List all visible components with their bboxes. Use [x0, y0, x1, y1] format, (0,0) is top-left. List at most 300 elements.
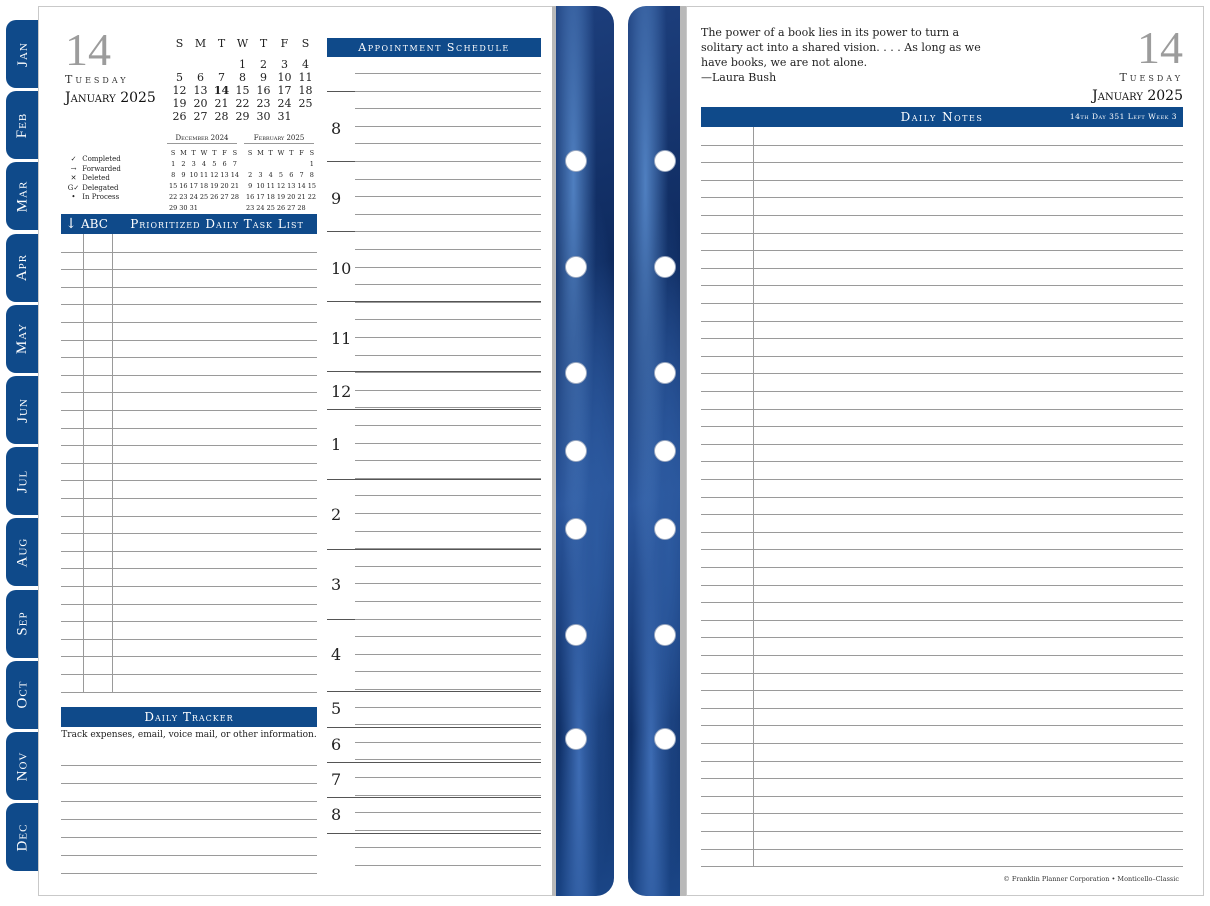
ruled-line: [701, 268, 1183, 269]
punch-hole: [565, 518, 587, 540]
mini_prev-day: 23: [179, 192, 188, 201]
calendar-weekday-header: S: [301, 37, 310, 50]
mini_next-day: 26: [276, 203, 286, 212]
punch-hole: [654, 440, 676, 462]
ruled-line: [701, 866, 1183, 867]
ruled-line: [701, 180, 1183, 181]
half-hour-line: [355, 830, 541, 831]
mini_prev-day: 11: [199, 170, 209, 179]
left-page: [38, 6, 556, 896]
ruled-line: [701, 637, 1183, 638]
right-day-number: 14: [1137, 22, 1183, 73]
calendar-day: 22: [235, 97, 250, 110]
half-hour-line: [355, 407, 541, 408]
left-month-year: January 2025: [65, 90, 156, 106]
calendar-day: 16: [256, 84, 271, 97]
month-tab-jan[interactable]: [6, 20, 40, 88]
hour-label: 11: [331, 329, 352, 348]
ruled-line: [61, 551, 317, 552]
right-month-year: January 2025: [1092, 88, 1183, 104]
hour-separator: [327, 691, 541, 692]
punch-hole: [565, 624, 587, 646]
month-tab-label: May: [14, 323, 31, 355]
mini_prev-day: 9: [181, 170, 186, 179]
half-hour-line: [355, 443, 541, 444]
ruled-line: [701, 215, 1183, 216]
mini_prev-day: 15: [169, 181, 178, 190]
mini_prev-day: 8: [171, 170, 176, 179]
hour-label: 10: [331, 259, 352, 278]
month-tab-feb[interactable]: [6, 91, 40, 159]
quote-author: —Laura Bush: [701, 71, 777, 84]
calendar-day: 10: [277, 71, 292, 84]
half-hour-line: [355, 812, 541, 813]
ruled-line: [701, 690, 1183, 691]
ruled-line: [61, 392, 317, 393]
mini_prev-day: 24: [189, 192, 198, 201]
half-hour-line: [355, 671, 541, 672]
ruled-line: [701, 585, 1183, 586]
calendar-day: 1: [239, 58, 246, 71]
ruled-line: [61, 783, 317, 784]
calendar-day: 4: [302, 58, 309, 71]
month-tab-label: Sep: [14, 611, 31, 636]
ruled-line: [61, 252, 317, 253]
mini_prev-day: 29: [169, 203, 178, 212]
half-hour-line: [355, 601, 541, 602]
ruled-line: [701, 831, 1183, 832]
mini_prev-day: 1: [171, 159, 176, 168]
appointment-header: [327, 38, 541, 57]
ruled-line: [61, 639, 317, 640]
calendar-weekday-header: M: [194, 37, 207, 50]
daily-notes-lines[interactable]: [701, 127, 1183, 869]
mini_next-day: 22: [307, 192, 316, 201]
mini_next-day: 7: [299, 170, 304, 179]
calendar-day: 30: [256, 110, 271, 123]
half-hour-line: [355, 478, 541, 479]
mini-calendar-title: December 2024: [167, 134, 237, 144]
hour-separator: [327, 762, 541, 763]
mini_prev-weekday-header: S: [170, 148, 176, 157]
ruled-line: [61, 873, 317, 874]
hour-label: 12: [331, 382, 352, 401]
mini_next-day: 5: [278, 170, 284, 179]
ruled-line: [61, 428, 317, 429]
month-tab-label: Feb: [14, 112, 31, 138]
ruled-line: [61, 340, 317, 341]
ruled-line: [701, 532, 1183, 533]
hour-label: 7: [331, 770, 342, 789]
mini_next-day: 1: [309, 159, 314, 168]
punch-hole: [565, 150, 587, 172]
ruled-line: [61, 480, 317, 481]
month-tab-jun[interactable]: [6, 376, 40, 444]
mini_prev-day: 16: [179, 181, 188, 190]
ruled-line: [701, 655, 1183, 656]
half-hour-line: [355, 865, 541, 866]
mini_prev-day: 19: [210, 181, 219, 190]
ruled-line: [701, 549, 1183, 550]
half-hour-line: [355, 372, 541, 373]
half-hour-line: [355, 231, 541, 232]
calendar-day: 17: [277, 84, 292, 97]
half-hour-line: [355, 143, 541, 144]
ruled-line: [61, 819, 317, 820]
mini_next-day: 11: [266, 181, 275, 190]
ruled-line: [701, 479, 1183, 480]
ruled-line: [701, 497, 1183, 498]
appointment-title: Appointment Schedule: [358, 41, 510, 54]
calendar-day: 15: [235, 84, 250, 97]
calendar-day: [295, 110, 316, 123]
legend-item: [67, 174, 121, 184]
ruled-line: [701, 145, 1183, 146]
mini_next-day: 20: [287, 192, 296, 201]
calendar-day: 21: [214, 97, 229, 110]
hour-label: 3: [331, 575, 342, 594]
legend-symbol-icon: ✓: [70, 155, 77, 163]
ruled-line: [61, 498, 317, 499]
ruled-line: [701, 303, 1183, 304]
month-tab-jul[interactable]: [6, 447, 40, 515]
half-hour-line: [355, 126, 541, 127]
month-tab-apr[interactable]: [6, 234, 40, 302]
legend-symbol-icon: •: [71, 193, 76, 202]
half-hour-line: [355, 742, 541, 743]
mini_next-day: 23: [246, 203, 255, 212]
half-hour-line: [355, 196, 541, 197]
half-hour-line: [355, 73, 541, 74]
hour-label: 6: [331, 735, 342, 754]
hour-separator: [327, 727, 541, 728]
mini_prev-day: 6: [222, 159, 227, 168]
calendar-day: [190, 58, 211, 71]
mini_prev-day: 27: [220, 192, 229, 201]
hour-label: 9: [331, 189, 342, 208]
mini_prev-day: 10: [189, 170, 198, 179]
mini_next-day: [277, 159, 285, 168]
calendar-weekday-header: T: [217, 37, 226, 50]
calendar-day: 25: [298, 97, 313, 110]
ruled-line: [701, 197, 1183, 198]
left-day-number: 14: [65, 24, 111, 75]
month-tab-sep[interactable]: [6, 590, 40, 658]
mini_prev-day: 18: [199, 181, 209, 190]
hour-separator: [327, 479, 541, 480]
mini_prev-weekday-header: F: [222, 148, 227, 157]
half-hour-line: [355, 214, 541, 215]
calendar-day: 20: [193, 97, 208, 110]
hour-label: 8: [331, 805, 342, 824]
mini_prev-day: 26: [210, 192, 219, 201]
mini_prev-weekday-header: T: [212, 148, 217, 157]
legend-label: Delegated: [80, 183, 119, 192]
ruled-line: [61, 855, 317, 856]
ruled-line: [701, 813, 1183, 814]
mini_next-day: [256, 159, 264, 168]
month-tab-mar[interactable]: [6, 162, 40, 230]
mini_next-day: 4: [268, 170, 273, 179]
ruled-line: [701, 233, 1183, 234]
mini_prev-day: 25: [199, 192, 209, 201]
ruled-line: [701, 849, 1183, 850]
calendar-day: 18: [298, 84, 313, 97]
mini_next-day: 12: [276, 181, 286, 190]
mini_next-day: 13: [287, 181, 296, 190]
ruled-line: [61, 604, 317, 605]
half-hour-line: [355, 319, 541, 320]
punch-hole: [565, 440, 587, 462]
mini_next-day: 25: [266, 203, 275, 212]
right-day-name: Tuesday: [1119, 71, 1183, 84]
half-hour-line: [355, 249, 541, 250]
half-hour-line: [355, 355, 541, 356]
calendar-day: 29: [235, 110, 250, 123]
ruled-line: [61, 674, 317, 675]
column-divider: [112, 234, 113, 692]
half-hour-line: [355, 425, 541, 426]
mini-calendar-next: [244, 134, 314, 214]
month-tab-label: Jan: [14, 41, 31, 67]
ruled-line: [701, 620, 1183, 621]
punch-hole: [565, 256, 587, 278]
mini_next-day: 6: [289, 170, 294, 179]
half-hour-line: [355, 284, 541, 285]
calendar-weekday-header: W: [236, 37, 249, 50]
mini_next-weekday-header: S: [309, 148, 315, 157]
ruled-line: [701, 461, 1183, 462]
left-day-name: Tuesday: [65, 73, 129, 86]
month-tab-label: Jun: [14, 397, 31, 423]
mini_next-weekday-header: S: [247, 148, 253, 157]
hour-separator: [327, 549, 541, 550]
ruled-line: [701, 391, 1183, 392]
ruled-line: [61, 322, 317, 323]
left-date-block: [65, 24, 156, 106]
mini_next-day: [287, 159, 295, 168]
calendar-day: 11: [298, 71, 313, 84]
mini_prev-day: 22: [169, 192, 178, 201]
legend-label: In Process: [80, 193, 120, 202]
mini_next-day: [308, 203, 316, 212]
daily-notes-header: [701, 107, 1183, 127]
mini_next-day: 24: [256, 203, 265, 212]
ruled-line: [701, 444, 1183, 445]
ruled-line: [701, 409, 1183, 410]
half-hour-line: [355, 548, 541, 549]
month-tab-label: Nov: [14, 751, 31, 781]
half-hour-line: [355, 777, 541, 778]
punch-hole: [654, 728, 676, 750]
ruled-line: [61, 692, 317, 693]
hour-label: 1: [331, 435, 342, 454]
day-count-meta: 14th Day 351 Left Week 3: [1069, 112, 1177, 121]
mini_next-weekday-header: F: [299, 148, 304, 157]
half-hour-line: [355, 583, 541, 584]
quote-text: The power of a book lies in its power to turn a solitary act into a shared vision. . . . As long as we have books, we are not alone.: [701, 26, 981, 69]
calendar-day: 7: [218, 71, 225, 84]
mini_next-day: 14: [297, 181, 306, 190]
mini_next-day: 10: [256, 181, 265, 190]
calendar-weekday-header: T: [259, 37, 268, 50]
mini_prev-day: 14: [230, 170, 239, 179]
mini_next-day: 17: [256, 192, 265, 201]
half-hour-line: [355, 302, 541, 303]
ruled-line: [61, 445, 317, 446]
hour-label: 8: [331, 119, 342, 138]
mini_next-day: 18: [266, 192, 275, 201]
task-legend: [67, 155, 121, 203]
ruled-line: [701, 356, 1183, 357]
legend-symbol-icon: ✕: [70, 174, 77, 183]
half-hour-line: [355, 847, 541, 848]
punch-hole: [565, 728, 587, 750]
ruled-line: [61, 765, 317, 766]
hour-separator: [327, 409, 541, 410]
ruled-line: [61, 801, 317, 802]
ruled-line: [61, 568, 317, 569]
ruled-line: [701, 514, 1183, 515]
ruled-line: [701, 673, 1183, 674]
month-tab-may[interactable]: [6, 305, 40, 373]
tracker-rows[interactable]: [61, 747, 317, 873]
mini_next-day: 27: [287, 203, 296, 212]
mini_next-day: 15: [307, 181, 316, 190]
month-tab-nov[interactable]: [6, 732, 40, 800]
right-date-block: [1092, 22, 1183, 104]
ruled-line: [61, 586, 317, 587]
mini_prev-weekday-header: T: [191, 148, 196, 157]
half-hour-line: [355, 513, 541, 514]
month-tab-aug[interactable]: [6, 518, 40, 586]
mini_next-day: 9: [248, 181, 253, 190]
calendar-day: [169, 58, 190, 71]
ruled-line: [701, 321, 1183, 322]
mini_prev-day: 30: [179, 203, 188, 212]
legend-item: [67, 165, 121, 175]
mini-calendar-title: February 2025: [244, 134, 314, 144]
half-hour-line: [355, 337, 541, 338]
ruled-line: [61, 656, 317, 657]
month-calendar: [169, 37, 316, 123]
mini-calendar-prev: [167, 134, 237, 214]
calendar-day: 2: [260, 58, 267, 71]
mini_prev-day: [200, 203, 208, 212]
legend-label: Forwarded: [80, 164, 121, 173]
ruled-line: [61, 410, 317, 411]
hour-separator: [327, 797, 541, 798]
punch-hole: [654, 518, 676, 540]
calendar-day: 13: [193, 84, 208, 97]
half-hour-line: [355, 759, 541, 760]
half-hour-line: [355, 179, 541, 180]
ruled-line: [61, 533, 317, 534]
half-hour-line: [355, 108, 541, 109]
ruled-line: [61, 621, 317, 622]
mini_next-day: 8: [309, 170, 314, 179]
mini_prev-day: [220, 203, 228, 212]
ruled-line: [61, 375, 317, 376]
calendar-day: 31: [277, 110, 292, 123]
month-tab-dec[interactable]: [6, 803, 40, 871]
ruled-line: [701, 796, 1183, 797]
ruled-line: [701, 743, 1183, 744]
mini_prev-day: 20: [220, 181, 229, 190]
month-tab-label: Mar: [14, 180, 31, 213]
calendar-day: 24: [277, 97, 292, 110]
half-hour-line: [355, 460, 541, 461]
ruled-line: [61, 357, 317, 358]
half-hour-line: [355, 654, 541, 655]
mini_next-weekday-header: W: [277, 148, 285, 157]
mini_next-day: [297, 159, 305, 168]
half-hour-line: [355, 495, 541, 496]
punch-hole: [654, 624, 676, 646]
mini_prev-day: 28: [230, 192, 239, 201]
tracker-title: Daily Tracker: [144, 710, 234, 724]
legend-label: Deleted: [80, 174, 110, 183]
legend-item: [67, 184, 121, 194]
task-list-rows[interactable]: [61, 234, 317, 692]
mini_next-weekday-header: T: [268, 148, 273, 157]
mini_prev-weekday-header: W: [200, 148, 208, 157]
daily-notes-title: Daily Notes: [900, 110, 984, 124]
ruled-line: [701, 567, 1183, 568]
abc-label: ABC: [81, 217, 108, 231]
right-page: [686, 6, 1204, 896]
half-hour-line: [355, 267, 541, 268]
half-hour-line: [355, 619, 541, 620]
mini_prev-day: 21: [230, 181, 239, 190]
calendar-day: 14: [213, 84, 230, 97]
task-list-title: Prioritized Daily Task List: [130, 217, 304, 231]
ruled-line: [61, 463, 317, 464]
half-hour-line: [355, 531, 541, 532]
mini_prev-day: 7: [232, 159, 237, 168]
ruled-line: [701, 426, 1183, 427]
calendar-day: 3: [281, 58, 288, 71]
mini_prev-day: 2: [181, 159, 186, 168]
mini_prev-day: 13: [220, 170, 229, 179]
half-hour-line: [355, 566, 541, 567]
ruled-line: [701, 778, 1183, 779]
down-arrow-icon: ↓: [65, 216, 77, 232]
mini_prev-day: [231, 203, 239, 212]
mini_prev-day: 5: [212, 159, 217, 168]
legend-symbol-icon: →: [70, 164, 77, 173]
punch-hole: [565, 362, 587, 384]
ruled-line: [701, 725, 1183, 726]
tracker-hint: Track expenses, email, voice mail, or other information.: [61, 730, 317, 740]
ruled-line: [61, 837, 317, 838]
mini_next-day: 2: [248, 170, 253, 179]
half-hour-line: [355, 724, 541, 725]
calendar-day: 26: [172, 110, 187, 123]
legend-symbol-icon: G✓: [67, 183, 80, 192]
calendar-day: 8: [239, 71, 246, 84]
mini_next-day: [267, 159, 275, 168]
calendar-day: [211, 58, 232, 71]
calendar-day: 6: [197, 71, 204, 84]
half-hour-line: [355, 689, 541, 690]
ruled-line: [701, 761, 1183, 762]
ruled-line: [701, 285, 1183, 286]
calendar-day: 12: [172, 84, 187, 97]
punch-hole: [654, 256, 676, 278]
month-tab-oct[interactable]: [6, 661, 40, 729]
punch-hole: [654, 362, 676, 384]
